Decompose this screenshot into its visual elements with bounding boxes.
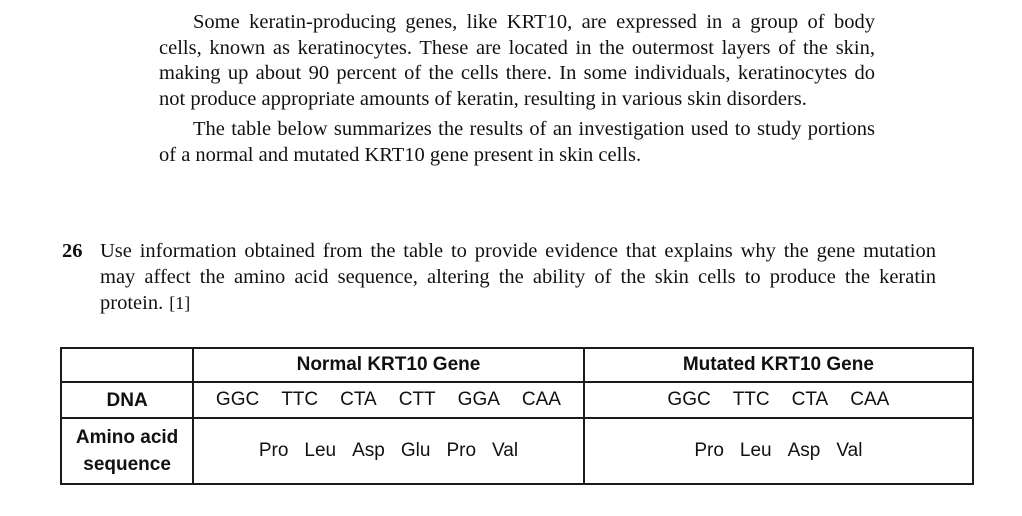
mutated-codon: GGC [667, 389, 711, 410]
amino-label-line-1: Amino acid [75, 427, 179, 448]
mutated-amino-acid: Leu [739, 440, 772, 461]
mutated-amino-sequence [585, 440, 972, 462]
question-number: 26 [62, 240, 83, 262]
normal-amino-acid: Leu [304, 440, 337, 461]
table-header-row [61, 348, 973, 382]
mutated-amino-acid: Asp [787, 440, 821, 461]
passage-paragraph-1: Some keratin-producing genes, like KRT10, are expressed in a group of body cells, known as keratinocytes. These are located in the outermost layers of the skin, making up about 90 percent of the cells there. In some individuals, keratinocytes do not produce appropriate amounts of keratin, resulting in various skin disorders. [159, 11, 875, 110]
mutated-amino-acid: Val [836, 440, 863, 461]
normal-amino-acid: Pro [446, 440, 477, 461]
question-text: Use information obtained from the table to provide evidence that explains why the gene mutation may affect the amino acid sequence, altering the ability of the skin cells to produce the keratin protein. [100, 240, 936, 314]
mutated-dna-codons [585, 389, 972, 411]
krt10-comparison-table [60, 347, 974, 485]
passage-paragraph-2: The table below summarizes the results of an investigation used to study portions of a normal and mutated KRT10 gene present in skin cells. [159, 118, 875, 166]
mutated-codon: TTC [732, 389, 770, 410]
question-prompt [100, 238, 936, 316]
question-credit: [1] [169, 293, 191, 313]
normal-codon: CAA [521, 389, 561, 410]
normal-amino-cell [193, 418, 584, 484]
normal-amino-sequence [194, 440, 583, 462]
table-row-amino-acid [61, 418, 973, 484]
amino-label-line-2: sequence [83, 454, 171, 475]
normal-codon: TTC [281, 389, 319, 410]
mutated-codon: CTA [791, 389, 829, 410]
normal-amino-acid: Pro [258, 440, 289, 461]
question-26 [62, 238, 936, 316]
normal-dna-codons [194, 389, 583, 411]
header-blank-cell [61, 348, 193, 382]
normal-amino-acid: Val [492, 440, 519, 461]
normal-amino-acid: Asp [352, 440, 385, 461]
header-normal-gene: Normal KRT10 Gene [193, 348, 584, 382]
table-row-dna [61, 382, 973, 418]
mutated-amino-acid: Pro [694, 440, 724, 461]
normal-codon: CTT [398, 389, 436, 410]
normal-amino-acid: Glu [400, 440, 431, 461]
normal-codon: GGA [457, 389, 500, 410]
amino-acid-label [61, 418, 193, 484]
header-mutated-gene: Mutated KRT10 Gene [584, 348, 973, 382]
mutated-amino-cell [584, 418, 973, 484]
passage [159, 10, 875, 168]
dna-label: DNA [61, 382, 193, 418]
normal-codon: CTA [340, 389, 377, 410]
mutated-dna-cell [584, 382, 973, 418]
normal-codon: GGC [215, 389, 260, 410]
mutated-codon: CAA [850, 389, 890, 410]
normal-dna-cell [193, 382, 584, 418]
